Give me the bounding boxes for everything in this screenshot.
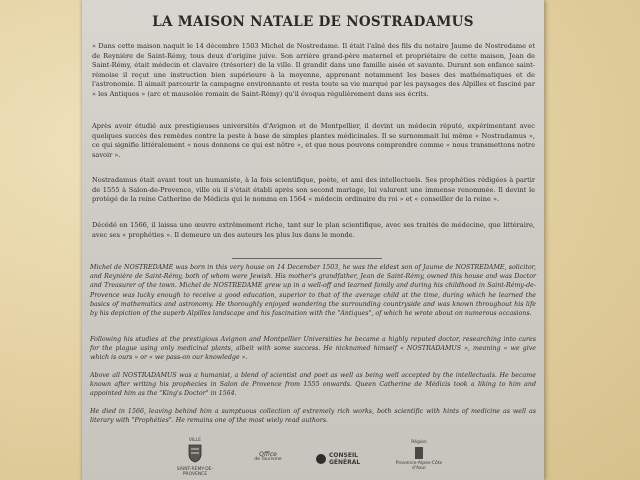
french-paragraph: Décédé en 1566, il laissa une œuvre extrêmement riche, tant sur le plan scientifique, avec ses traités de médecine, que littéraire, avec ses « prophéties ». Il demeure un des auteurs les plus lus dans le monde. xyxy=(92,221,535,239)
town-crest-logo xyxy=(170,438,220,477)
region-label: Région xyxy=(411,440,427,445)
tourism-office-logo xyxy=(248,452,288,462)
council-emblem-icon xyxy=(316,454,326,464)
english-paragraph: He died in 1566, leaving behind him a sumptuous collection of extremely rich works, both scientific with hints of medicine as well as literary with "Prophéties". He remains one of the most wiely read authors. xyxy=(90,408,536,425)
plaque-title: LA MAISON NATALE DE NOSTRADAMUS xyxy=(152,14,474,30)
region-sub-label: Provence-Alpes-Côte d'Azur xyxy=(395,461,443,471)
sponsor-logos xyxy=(82,438,544,480)
french-paragraph: Nostradamus était avant tout un humaniste, à la fois scientifique, poète, et ami des intellectuels. Ses prophéties rédigées à partir de 1555 à Salon-de-Provence, ville où il s'était établi après son second mariage, lui valurent une immense renommée. Il devint le protégé de la reine Catherine de Médicis qui le nomma en 1564 « médecin ordinaire du roi » et « conseiller de la reine ». xyxy=(92,176,535,204)
english-paragraph: Following his studies at the prestigious Avignon and Montpellier Universities he became a highly reputed doctor, researching into cures for the plague using only medicinal plants, albeit with some success. He nicknamed himself « NOSTRADAMUS », meaning « we give which is ours » or « we pass-on our knowledge ». xyxy=(90,336,536,362)
french-paragraph: « Dans cette maison naquit le 14 décembre 1503 Michel de Nostredame. Il était l'aîné des fils du notaire Jaume de Nostredame et de Reynière de Saint-Rémy, tous deux d'origine juive. Son arrière grand-père maternel et propriétaire de cette maison, Jean de Saint-Rémy, était médecin et clavaire (trésorier) de la ville. Il grandit dans une famille aisée et savante. Durant son enfance saint-rémoise il reçut une instruction bien supérieure à la moyenne, apprenant notamment les bases des mathématiques et de l'astronomie. Il aimait parcourir la campagne environnante et resta toute sa vie marqué par les paysages des Alpilles et fasciné par « les Antiques » (arc et mausolée romain de Saint-Rémy) qu'il évoqua régulièrement dans ses écrits. xyxy=(92,42,535,98)
council-label: CONSEIL xyxy=(329,452,359,459)
office-sub-label: de Tourisme xyxy=(254,457,282,462)
region-emblem-icon xyxy=(415,447,423,459)
office-label: Office xyxy=(259,451,277,458)
separator-line xyxy=(232,258,382,259)
french-paragraph: Après avoir étudié aux prestigieuses universités d'Avignon et de Montpellier, il devint un médecin réputé, expérimentant avec quelques succès des remèdes contre la peste à base de simples plantes médicinales. Il se surnommait lui même « Nostradamus », ce qui signifie littéralement « nous donnons ce qui est nôtre », et que nous pouvons comprendre comme « nous transmettons notre savoir ». xyxy=(92,122,535,159)
crest-icon xyxy=(187,443,203,463)
general-label: GÉNÉRAL xyxy=(329,458,361,466)
english-paragraph: Above all NOSTRADAMUS was a humanist, a blend of scientist and poet as well as being well accepted by the intellectuals. He became known after writing his prophecies in Salon de Provence from 1555 onwards. Queen Catherine de Médicis took a liking to him and appointed him as the "King's Doctor" in 1564. xyxy=(90,372,536,398)
region-logo xyxy=(394,440,444,471)
information-plaque xyxy=(82,0,544,480)
town-sub-label: SAINT-RÉMY-DE-PROVENCE xyxy=(176,467,214,477)
english-paragraph: Michel de NOSTREDAME was born in this very house on 14 December 1503, he was the eldest son of Jaume de NOSTREDAME, solicitor, and Reynière de Saint-Rémy, both of whom were Jewish. His mother's grandfather, Jean de Saint-Rémy, owned this house and was Doctor and Treasurer of the town. Michel de NOSTREDAME grew up in a well-off and learned family and during his childhood in Saint-Rémy-de-Provence was lucky enough to receive a good education, superior to that of the average child at the time, during which he learned the basics of mathematics and astronomy. He thoroughly enjoyed wandering the surrounding countryside and was known throughout his life by his depiction of the superb Alpilles landscape and his fascination with the "Antiques", of which he wrote about on numerous occasions. xyxy=(90,264,536,318)
town-label: VILLE xyxy=(188,438,202,443)
